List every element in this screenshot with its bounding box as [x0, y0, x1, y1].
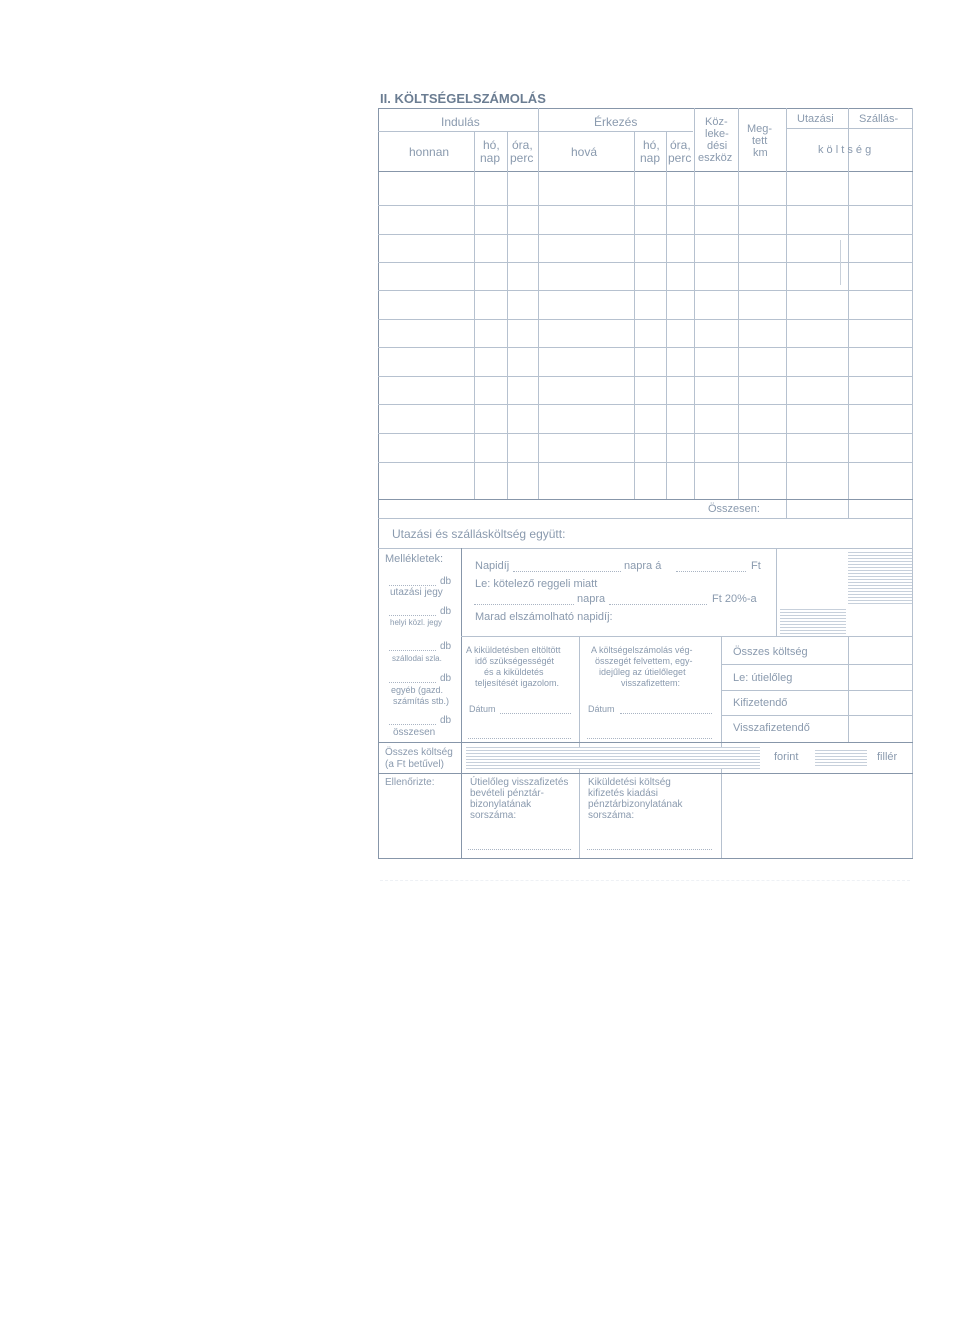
- visszafizetendo-label: Visszafizetendő: [733, 722, 810, 734]
- utazasi-es-szallas-label: Utazási és szállásköltség együtt:: [392, 527, 566, 541]
- header-kozlekedesi-1: Köz-: [705, 116, 728, 128]
- utieloleg-line3: bizonylatának: [470, 799, 532, 810]
- header-kozlekedesi-3: dési: [707, 140, 728, 152]
- datum-label-1: Dátum: [469, 704, 496, 714]
- igazolas-col2-line1: A költségelszámolás vég-: [591, 645, 693, 655]
- form-title: II. KÖLTSÉGELSZÁMOLÁS: [380, 91, 546, 106]
- header-erkezes: Érkezés: [594, 115, 638, 129]
- helyi-kozl-jegy-label: helyi közl. jegy: [390, 618, 443, 627]
- kifizetendo-label: Kifizetendő: [733, 697, 788, 709]
- igazolas-col2-line3: idejűleg az útielőleget: [599, 667, 686, 677]
- header-ora-perc-2a: óra,: [670, 138, 691, 152]
- header-koltseg: k ö l t s é g: [818, 144, 872, 156]
- scan-artifact-line: [380, 880, 910, 881]
- header-megtett-3: km: [753, 147, 768, 159]
- osszesen-label: Összesen:: [708, 503, 760, 515]
- header-kozlekedesi-4: eszköz: [698, 152, 733, 164]
- napidij-label: Napidíj: [475, 560, 510, 572]
- header-ora-perc-2b: perc: [668, 151, 692, 165]
- napra-a-label: napra á: [624, 560, 662, 572]
- osszesen-mellekletek-label: összesen: [393, 727, 436, 738]
- utieloleg-line2: bevételi pénztár-: [470, 788, 544, 799]
- filler-label: fillér: [877, 751, 898, 763]
- db-label-4: db: [440, 673, 452, 684]
- header-ora-perc-1b: perc: [510, 151, 534, 165]
- szallodai-szla-label: szállodai szla.: [392, 654, 442, 663]
- kikuldetesi-line2: kifizetés kiadási: [588, 788, 659, 799]
- igazolas-col1-line3: és a kiküldetés: [484, 667, 544, 677]
- le-utieloleg-label: Le: útielőleg: [733, 672, 793, 684]
- osszes-koltseg-label: Összes költség: [733, 646, 808, 658]
- egyeb-label-2: számítás stb.): [393, 696, 450, 706]
- header-hova: hová: [571, 145, 598, 159]
- le-kotelezo-label: Le: kötelező reggeli miatt: [475, 578, 598, 590]
- db-label-2: db: [440, 606, 452, 617]
- header-kozlekedesi-2: leke-: [705, 128, 729, 140]
- header-ora-perc-1a: óra,: [512, 138, 533, 152]
- header-utazasi: Utazási: [797, 113, 834, 125]
- total-words-label-2: (a Ft betűvel): [385, 759, 444, 770]
- header-szallas: Szállás-: [859, 113, 899, 125]
- header-ho-nap-2a: hó,: [643, 138, 660, 152]
- header-megtett-1: Meg-: [747, 123, 773, 135]
- db-label-5: db: [440, 715, 452, 726]
- header-ho-nap-2b: nap: [640, 151, 661, 165]
- marad-label: Marad elszámolható napidíj:: [475, 611, 613, 623]
- db-label-1: db: [440, 576, 452, 587]
- utazasi-jegy-label: utazási jegy: [390, 587, 443, 598]
- kikuldetesi-line1: Kiküldetési költség: [588, 777, 671, 788]
- header-megtett-2: tett: [752, 135, 768, 147]
- forint-label: forint: [774, 751, 799, 763]
- egyeb-label-1: egyéb (gazd.: [391, 685, 444, 695]
- ft-label: Ft: [751, 560, 761, 572]
- db-label-3: db: [440, 641, 452, 652]
- igazolas-col1-line2: idő szükségességét: [475, 656, 555, 666]
- header-honnan: honnan: [409, 145, 450, 159]
- header-indulas: Indulás: [441, 115, 480, 129]
- total-words-label-1: Összes költség: [385, 747, 453, 758]
- header-ho-nap-1a: hó,: [483, 138, 500, 152]
- kikuldetesi-line3: pénztárbizonylatának: [588, 799, 683, 810]
- ft-20-label: Ft 20%-a: [712, 593, 757, 605]
- header-ho-nap-1b: nap: [480, 151, 501, 165]
- igazolas-col1-line4: teljesítését igazolom.: [475, 678, 560, 688]
- igazolas-col2-line4: visszafizettem:: [621, 678, 681, 688]
- datum-label-2: Dátum: [588, 704, 615, 714]
- utieloleg-line4: sorszáma:: [470, 810, 517, 821]
- igazolas-col1-line1: A kiküldetésben eltöltött: [466, 645, 561, 655]
- kikuldetesi-line4: sorszáma:: [588, 810, 635, 821]
- igazolas-col2-line2: összegét felvettem, egy-: [595, 656, 693, 666]
- ellenorizte-label: Ellenőrizte:: [385, 777, 435, 788]
- utieloleg-line1: Útielőleg visszafizetés: [470, 777, 569, 788]
- napra-label: napra: [577, 593, 606, 605]
- mellekletek-title: Mellékletek:: [385, 553, 444, 565]
